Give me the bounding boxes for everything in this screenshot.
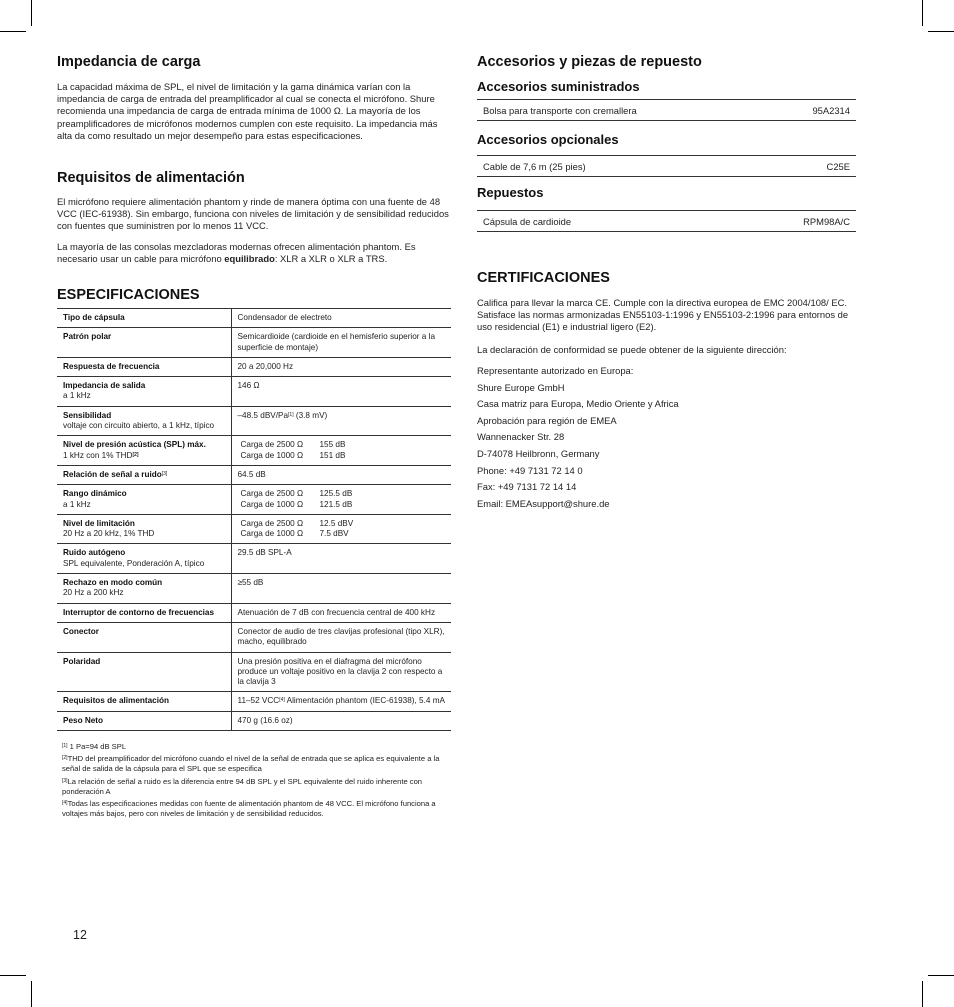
spec-key [57,485,231,515]
certs-paragraph-1: Califica para llevar la marca CE. Cumple con la directiva europea de EMC 2004/108/ EC. Satisface las normas armonizadas EN55103-1:1996 y EN55103-2:1996 para entornos de uso residencial (E1) e industrial ligero (E2). [477,297,849,333]
address-line: Aprobación para región de EMEA [477,414,617,426]
spec-row [57,711,451,730]
spec-load-value: 12.5 dBV [319,518,354,528]
spec-load-line [241,500,353,510]
spec-row [57,692,451,711]
footnote-mark: [1] [62,743,68,749]
spec-row [57,514,451,544]
accessories-heading: Accesorios y piezas de repuesto [477,54,702,70]
crop-mark [0,975,26,976]
footnote-mark: [4] [62,800,68,806]
spec-value-text: Atenuación de 7 dB con frecuencia central de 400 kHz [237,607,436,617]
spec-load-line [241,519,354,529]
crop-mark [928,31,954,32]
spec-load-value: 151 dB [319,450,346,460]
spec-key-label: Ruido autógeno [63,548,126,558]
spec-value [231,485,451,515]
spec-value [231,465,451,484]
certs-heading: CERTIFICACIONES [477,270,610,286]
spec-key [57,436,231,466]
spec-key-condition: 20 Hz a 200 kHz [63,588,124,598]
address-line: Phone: +49 7131 72 14 0 [477,464,583,476]
spec-value [231,652,451,692]
spares-name: Cápsula de cardioide [483,216,572,227]
power-heading: Requisitos de alimentación [57,170,245,186]
spec-value-text: 20 a 20,000 Hz [237,361,294,371]
spec-value [231,406,451,436]
spec-row [57,465,451,484]
spec-value [231,328,451,358]
footnote-text: Todas las especificaciones medidas con fuente de alimentación phantom de 48 VCC. El micrófono funciona a voltajes más bajos, pero con niveles de limitación y de sensibilidad reducidos. [62,799,436,819]
supplied-heading: Accesorios suministrados [477,79,640,94]
spec-key [57,309,231,328]
spec-value [231,377,451,407]
spec-key-label: Peso Neto [63,715,104,725]
spec-value-text: 470 g (16.6 oz) [237,715,293,725]
spec-value [231,711,451,730]
spec-key [57,652,231,692]
spec-load-label: Carga de 2500 Ω [240,489,304,499]
spec-value [231,436,451,466]
spec-key-label: Rechazo en modo común [63,578,163,588]
spares-part: RPM98A/C [803,216,850,227]
spec-key-condition: 20 Hz a 20 kHz, 1% THD [63,529,155,539]
crop-mark [31,0,32,26]
footnote-text: 1 Pa=94 dB SPL [67,742,127,751]
specs-table [57,308,451,731]
page-number: 12 [73,928,87,942]
footnote [62,754,448,774]
spec-key-label: Respuesta de frecuencia [63,361,160,371]
spec-value-text: 29.5 dB SPL-A [237,548,292,558]
spec-row [57,652,451,692]
spec-key [57,406,231,436]
spec-key-condition: a 1 kHz [63,391,91,401]
optional-name: Cable de 7,6 m (25 pies) [483,161,586,172]
crop-mark [0,31,26,32]
spec-key [57,357,231,376]
spec-key-condition: a 1 kHz [63,499,91,509]
spec-load-line [241,440,346,450]
power-paragraph-1: El micrófono requiere alimentación phantom y rinde de manera óptima con una fuente de 48 VCC (IEC-61938). Sin embargo, funciona con niveles de limitación y de sensibilidad reducidos con fuentes que suministren por lo menos 11 VCC. [57,196,449,232]
spec-value-text: Conector de audio de tres clavijas profesional (tipo XLR), macho, equilibrado [237,626,445,647]
footnote-mark: [3] [62,778,68,784]
crop-mark [31,981,32,1007]
footnote [62,777,448,797]
address-line: Email: EMEAsupport@shure.de [477,497,610,509]
supplied-row [477,99,856,121]
spec-key-label: Requisitos de alimentación [63,696,170,706]
crop-mark [922,0,923,26]
spec-row [57,544,451,574]
spec-value-text: Una presión positiva en el diafragma del micrófono produce un voltaje positivo en la clavija 2 con respecto a la clavija 3 [237,656,443,687]
crop-mark [928,975,954,976]
spec-load-label: Carga de 2500 Ω [240,518,304,528]
spec-row [57,406,451,436]
power-p2-bold: equilibrado [224,253,275,265]
spec-load-label: Carga de 1000 Ω [240,450,304,460]
spec-row [57,622,451,652]
spec-load-line [241,529,349,539]
power-paragraph-2 [57,241,451,265]
impedance-paragraph: La capacidad máxima de SPL, el nivel de limitación y la gama dinámica varían con la impedancia de carga de entrada del preamplificador al cual se conecta el micrófono. Shure recomienda una impedancia de carga de entrada mínima de 1000 Ω. La mayoría de los preamplificadores de micrófonos modernos cumplen con este requisito. La impedancia más alta da como resultado un mejor desempeño para estas especificaciones. [57,81,438,141]
spec-value-text: 146 Ω [237,381,260,391]
address-line: Shure Europe GmbH [477,381,565,393]
supplied-part: 95A2314 [812,105,850,116]
spec-value [231,692,451,711]
footnote-text: THD del preamplificador del micrófono cuando el nivel de la señal de entrada que se aplica es equivalente a la señal de salida de la cápsula para el SPL que se especifica [62,754,440,774]
address-line: Fax: +49 7131 72 14 14 [477,481,577,493]
optional-part: C25E [826,161,850,172]
spec-load-label: Carga de 1000 Ω [240,499,304,509]
spec-value-text: Condensador de electreto [237,313,332,322]
footnote-ref: [1] [288,411,294,418]
spec-row [57,309,451,328]
spec-load-line [241,451,346,461]
footnote-ref: [2] [132,451,139,458]
spec-value [231,309,451,328]
spec-row [57,485,451,515]
spec-key-label: Polaridad [63,656,101,666]
spec-key-label: Patrón polar [63,332,112,342]
spec-value [231,574,451,604]
spec-key [57,574,231,604]
spec-value [231,514,451,544]
spec-load-line [241,489,353,499]
address-line: Representante autorizado en Europa: [477,365,634,376]
specs-heading: ESPECIFICACIONES [57,287,200,303]
spec-key-label: Rango dinámico [63,489,127,499]
spec-key [57,465,231,484]
spec-key-label: Relación de señal a ruido [63,469,162,479]
spec-key-label: Conector [63,626,99,636]
address-line: Casa matriz para Europa, Medio Oriente y Africa [477,398,679,410]
spares-heading: Repuestos [477,185,544,200]
spec-row [57,357,451,376]
spec-load-value: 155 dB [319,440,346,450]
spec-value [231,544,451,574]
spec-key [57,514,231,544]
optional-row [477,155,856,177]
footnote-mark: [2] [62,755,68,761]
certs-paragraph-2: La declaración de conformidad se puede obtener de la siguiente dirección: [477,344,787,355]
spec-row [57,574,451,604]
spec-key [57,603,231,622]
spec-value-text: Semicardioide (cardioide en el hemisferio superior a la superficie de montaje) [237,332,436,352]
spec-key [57,622,231,652]
address-line: Wannenacker Str. 28 [477,431,565,443]
spec-row [57,328,451,358]
optional-heading: Accesorios opcionales [477,132,619,147]
footnote [62,742,448,752]
spec-key-label: Sensibilidad [63,410,112,420]
footnote [62,799,448,819]
spec-key-label: Interruptor de contorno de frecuencias [63,607,215,617]
spec-key-label: Nivel de limitación [63,518,135,528]
spec-key [57,377,231,407]
spec-load-value: 7.5 dBV [319,529,349,539]
spec-value-text: ≥55 dB [237,578,264,588]
spec-key [57,328,231,358]
address-line: D-74078 Heilbronn, Germany [477,448,600,459]
spec-key-label: Tipo de cápsula [63,313,125,322]
spec-key [57,692,231,711]
spec-value-text: –48.5 dBV/Pa [237,410,289,420]
spec-key-label: Nivel de presión acústica (SPL) máx. [63,440,206,450]
footnote-ref: [3] [161,470,168,477]
footnote-text: La relación de señal a ruido es la diferencia entre 94 dB SPL y el SPL equivalente del ruido inherente con ponderación A [62,777,423,797]
spec-row [57,603,451,622]
spec-load-value: 125.5 dB [319,489,353,499]
spec-value-text: 11–52 VCC [237,696,280,706]
supplied-name: Bolsa para transporte con cremallera [483,105,637,116]
spec-value-text-end: (3.8 mV) [293,410,328,420]
spec-row [57,377,451,407]
spec-key-condition: 1 kHz con 1% THD [63,450,133,460]
spec-load-value: 121.5 dB [319,499,353,509]
spec-value [231,357,451,376]
spec-key [57,544,231,574]
power-p2-text: La mayoría de las consolas mezcladoras modernas ofrecen alimentación phantom. Es necesario usar un cable para micrófono [57,241,416,265]
spares-row [477,210,856,232]
spec-key-condition: voltaje con circuito abierto, a 1 kHz, típico [63,421,215,431]
impedance-heading: Impedancia de carga [57,54,201,70]
spec-row [57,436,451,466]
spec-value-text-end: Alimentación phantom (IEC-61938), 5.4 mA [284,696,445,706]
crop-mark [922,981,923,1007]
footnote-ref: [4] [279,697,285,704]
spec-value [231,622,451,652]
spec-key-condition: SPL equivalente, Ponderación A, típico [63,558,205,568]
power-p2-text-end: : XLR a XLR o XLR a TRS. [274,253,388,265]
spec-value-text: 64.5 dB [237,469,266,479]
spec-key [57,711,231,730]
spec-value [231,603,451,622]
spec-load-label: Carga de 2500 Ω [240,440,304,450]
spec-load-label: Carga de 1000 Ω [240,529,304,539]
spec-key-label: Impedancia de salida [63,381,146,391]
